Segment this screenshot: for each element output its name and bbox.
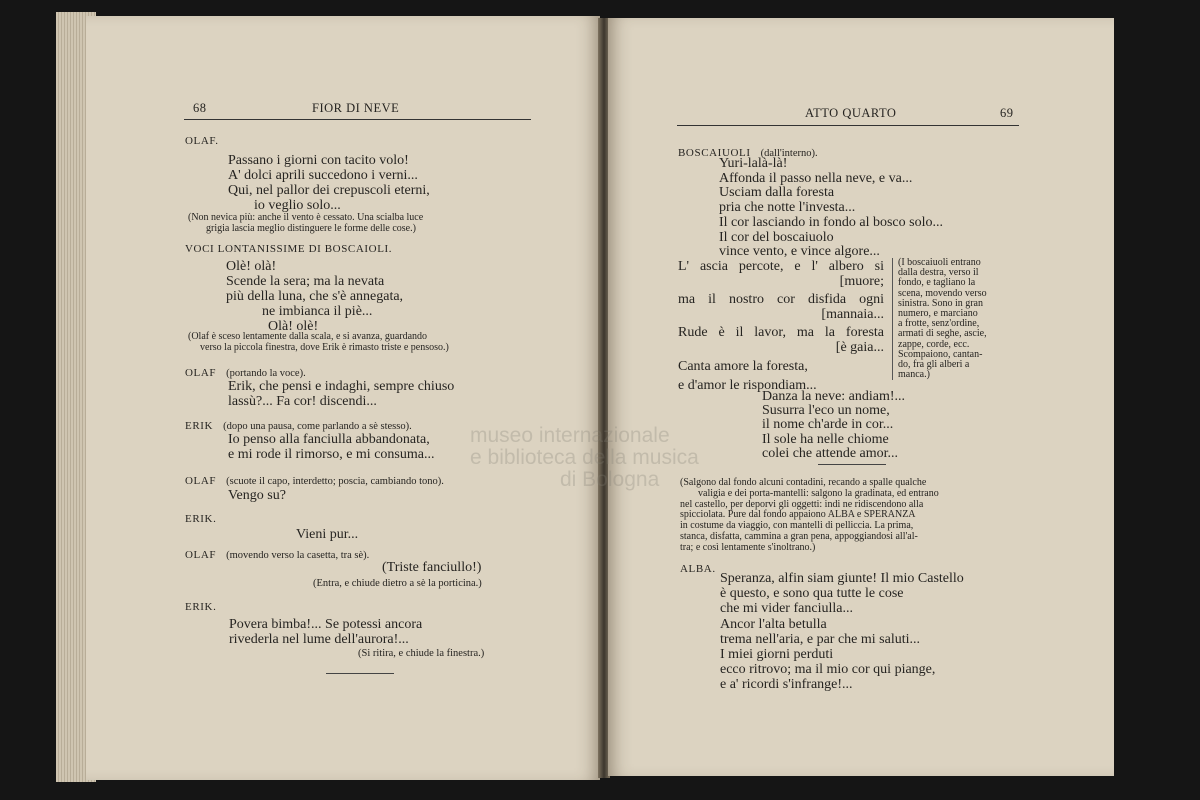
stage-direction-1: (Non nevica più: anche il vento è cessato. Una scialba luce grigia lascia meglio distinguere le forme delle cose.) — [188, 212, 424, 234]
section-rule-right — [818, 464, 886, 465]
speaker-line-olaf-3 — [185, 471, 444, 489]
verse-boscaiuoli-1: Yuri-lalà-là! Affonda il passo nella neve, e va... Usciam dalla foresta pria che notte l'investa... Il cor lasciando in fondo al bosco solo... Il cor del boscaiuolo vince vento, e vince algore... — [719, 156, 943, 260]
header-rule-left — [184, 119, 531, 120]
verse-olaf-1: Passano i giorni con tacito volo! A' dolci aprili succedono i verni... Qui, nel pallor dei crepuscoli eterni, io veglio solo... — [228, 153, 430, 213]
verse-olaf-3: Vengo su? — [228, 488, 286, 503]
verse-erik-2: Vieni pur... — [296, 527, 359, 542]
watermark: museo internazionale e biblioteca della musica di Bologna — [470, 424, 699, 491]
page-number-right: 69 — [1000, 106, 1014, 120]
speaker-alba: ALBA. — [680, 563, 716, 575]
verse-olaf-2: Erik, che pensi e indaghi, sempre chiuso lassù?... Fa cor! discendi... — [228, 379, 455, 409]
stage-inline: (dall'interno). — [760, 148, 818, 159]
stage-direction-2: (Olaf è sceso lentamente dalla scala, e si avanza, guardando verso la piccola finestra, dove Erik è rimasto triste e pensoso.) — [188, 331, 449, 353]
speaker-olaf: OLAF. — [185, 135, 219, 147]
stage-inline: (movendo verso la casetta, tra sè). — [226, 550, 370, 561]
speaker-erik: ERIK. — [185, 513, 217, 525]
stage-inline: (portando la voce). — [226, 368, 306, 379]
stage-direction-3: (Entra, e chiude dietro a sè la porticina.) — [313, 578, 482, 589]
speaker-olaf: OLAF — [185, 549, 217, 561]
verse-alba: Speranza, alfin siam giunte! Il mio Castello è questo, e sono qua tutte le cose che mi vider fanciulla... Ancor l'alta betulla trema nell'aria, e par che mi saluti... I miei giorni perduti ecco ritrovo; ma il mio cor qui piange, e a' ricordi s'infrange!... — [720, 571, 964, 693]
running-title-left: FIOR DI NEVE — [312, 101, 400, 115]
speaker-voci: VOCI LONTANISSIME DI BOSCAIOLI. — [185, 243, 393, 255]
verse-boscaiuoli-3: Danza la neve: andiam!... Susurra l'eco un nome, il nome ch'arde in cor... Il sole ha nelle chiome colei che attende amor... — [762, 389, 906, 461]
verse-voci: Olè! olà! Scende la sera; ma la nevata più della luna, che s'è annegata, ne imbianca il piè... Olà! olè! — [226, 259, 404, 334]
verse-boscaiuoli-2: L' ascia percote, e l' albero si [muore; ma il nostro cor disfida ogni [mannaia... Rude è il lavor, ma la foresta [è gaia... Canta amore la foresta, e d'amor le rispondiam... — [678, 259, 884, 393]
speaker-erik: ERIK — [185, 420, 214, 432]
speaker-erik: ERIK. — [185, 601, 217, 613]
speaker-boscaiuoli: BOSCAIUOLI — [678, 147, 751, 159]
page-number-left: 68 — [193, 101, 207, 115]
stage-inline: (scuote il capo, interdetto; poscia, cambiando tono). — [226, 476, 444, 487]
section-rule-left — [326, 673, 394, 674]
stage-direction-5: (Salgono dal fondo alcuni contadini, recando a spalle qualche valigia e dei porta-mantelli: salgono la gradinata, ed entrano nel castello, per deporvi gli oggetti: indi ne ridiscendono alla spicciolata. Pure dal fondo appaiono ALBA e SPERANZA in costume da viaggio, con mantelli di pelliccia. La prima, stanca, disfatta, cammina a gran pena, appoggiandosi all'al- tra; e così lentamente s'inoltrano.) — [680, 477, 939, 553]
side-stage-direction: (I boscaiuoli entrano dalla destra, verso il fondo, e tagliano la scena, movendo verso sinistra. Sono in gran numero, e marciano a frotte, senz'ordine, armati di seghe, ascie, zappe, corde, ecc. Scompaiono, cantan- do, fra gli alberi a manca.) — [898, 257, 987, 381]
speaker-line-olaf-4 — [185, 545, 369, 563]
verse-olaf-4: (Triste fanciullo!) — [382, 560, 482, 575]
speaker-olaf: OLAF — [185, 475, 217, 487]
running-title-right: ATTO QUARTO — [805, 106, 897, 120]
header-rule-right — [677, 125, 1019, 126]
speaker-olaf: OLAF — [185, 367, 217, 379]
stage-inline: (dopo una pausa, come parlando a sè stesso). — [223, 421, 412, 432]
stage-direction-4: (Si ritira, e chiude la finestra.) — [358, 648, 485, 659]
side-note-bar — [892, 258, 893, 380]
verse-erik-3: Povera bimba!... Se potessi ancora rivederla nel lume dell'aurora!... — [229, 617, 423, 647]
verse-erik-1: Io penso alla fanciulla abbandonata, e mi rode il rimorso, e mi consuma... — [228, 432, 435, 462]
